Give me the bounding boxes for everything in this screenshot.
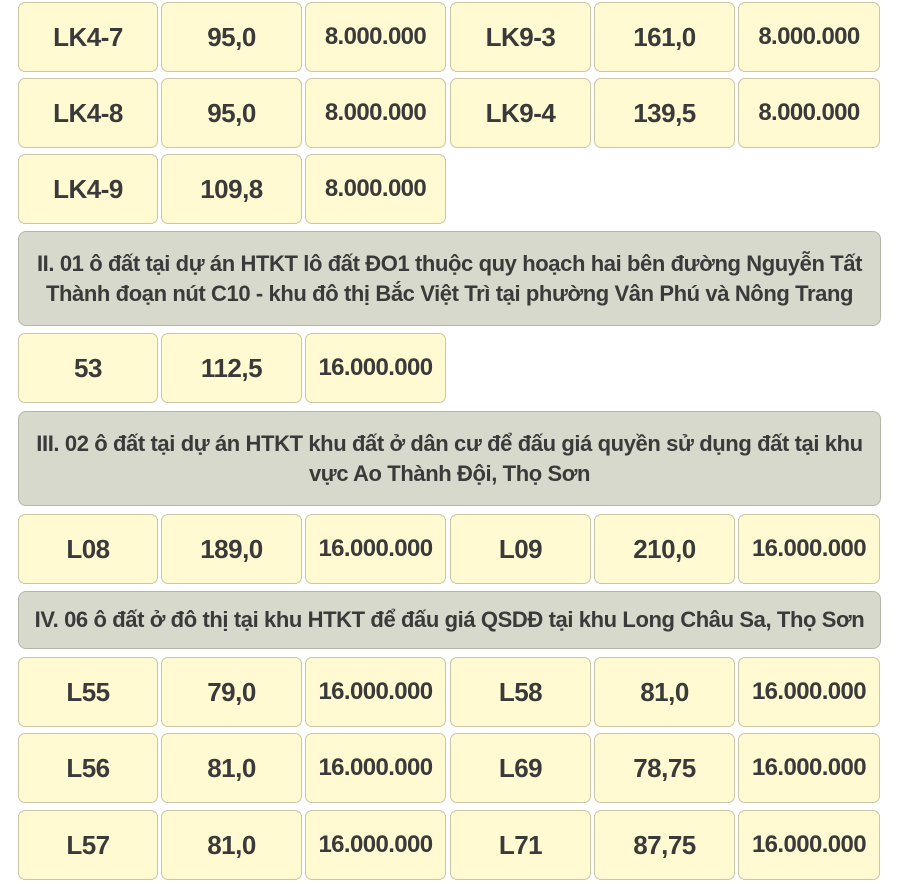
price-cell: 16.000.000 [305, 514, 446, 584]
table-row [0, 2, 900, 74]
area-cell: 139,5 [594, 78, 735, 148]
table-row [0, 657, 900, 729]
area-cell: 109,8 [161, 154, 302, 224]
area-cell: 95,0 [161, 2, 302, 72]
table-row [0, 810, 900, 882]
section-heading: II. 01 ô đất tại dự án HTKT lô đất ĐO1 thuộc quy hoạch hai bên đường Nguyễn Tất Thành đoạn nút C10 - khu đô thị Bắc Việt Trì tại phường Vân Phú và Nông Trang [18, 231, 881, 326]
table-row [0, 514, 900, 586]
area-cell: 189,0 [161, 514, 302, 584]
price-cell: 16.000.000 [305, 733, 446, 803]
area-cell: 81,0 [161, 733, 302, 803]
area-cell: 81,0 [594, 657, 735, 727]
area-cell: 112,5 [161, 333, 302, 403]
section-heading: III. 02 ô đất tại dự án HTKT khu đất ở dân cư để đấu giá quyền sử dụng đất tại khu vực Ao Thành Đội, Thọ Sơn [18, 411, 881, 506]
table-row [0, 333, 900, 405]
lot-code-cell: L08 [18, 514, 158, 584]
price-cell: 8.000.000 [305, 78, 446, 148]
lot-code-cell: L56 [18, 733, 158, 803]
lot-code-cell: LK9-4 [450, 78, 591, 148]
section-heading: IV. 06 ô đất ở đô thị tại khu HTKT để đấu giá QSDĐ tại khu Long Châu Sa, Thọ Sơn [18, 591, 881, 649]
price-cell: 8.000.000 [305, 154, 446, 224]
area-cell: 81,0 [161, 810, 302, 880]
lot-code-cell: L71 [450, 810, 591, 880]
price-cell: 8.000.000 [305, 2, 446, 72]
price-cell: 16.000.000 [738, 657, 880, 727]
lot-code-cell: LK9-3 [450, 2, 591, 72]
area-cell: 78,75 [594, 733, 735, 803]
table-row [0, 78, 900, 150]
price-cell: 16.000.000 [738, 514, 880, 584]
price-cell: 16.000.000 [305, 657, 446, 727]
area-cell: 95,0 [161, 78, 302, 148]
area-cell: 87,75 [594, 810, 735, 880]
price-cell: 16.000.000 [305, 810, 446, 880]
price-cell: 8.000.000 [738, 78, 880, 148]
lot-code-cell: L57 [18, 810, 158, 880]
price-cell: 8.000.000 [738, 2, 880, 72]
area-cell: 210,0 [594, 514, 735, 584]
lot-code-cell: LK4-7 [18, 2, 158, 72]
price-cell: 16.000.000 [305, 333, 446, 403]
price-cell: 16.000.000 [738, 733, 880, 803]
lot-code-cell: L69 [450, 733, 591, 803]
lot-code-cell: LK4-9 [18, 154, 158, 224]
table-row [0, 154, 900, 226]
lot-code-cell: L09 [450, 514, 591, 584]
table-row [0, 733, 900, 805]
lot-code-cell: LK4-8 [18, 78, 158, 148]
lot-code-cell: L55 [18, 657, 158, 727]
area-cell: 161,0 [594, 2, 735, 72]
price-cell: 16.000.000 [738, 810, 880, 880]
area-cell: 79,0 [161, 657, 302, 727]
lot-code-cell: L58 [450, 657, 591, 727]
lot-code-cell: 53 [18, 333, 158, 403]
